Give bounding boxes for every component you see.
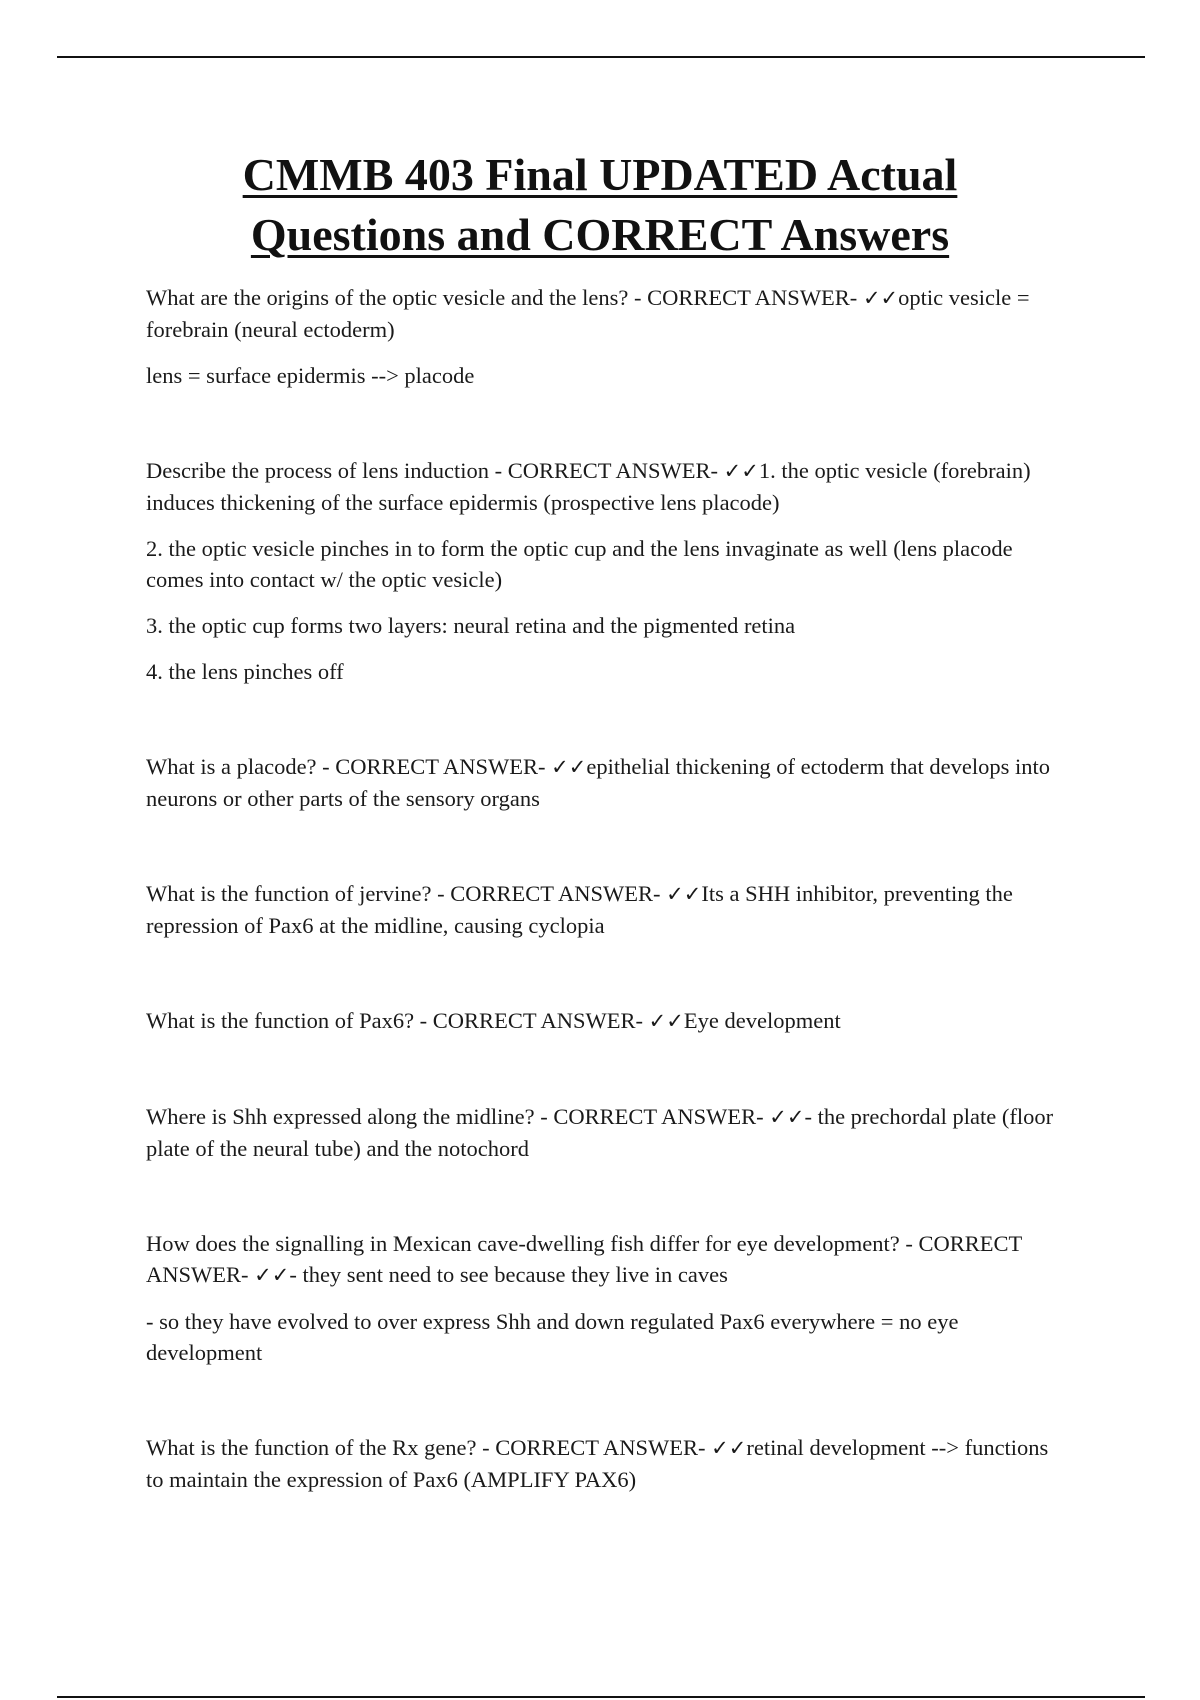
answer-paragraph: 3. the optic cup forms two layers: neural retina and the pigmented retina [146, 613, 796, 638]
answer-text: epithelial thickening of ectoderm that develops into neurons or other parts of the sensory organs [146, 754, 1050, 811]
double-check-icon: ✓✓ [254, 1263, 290, 1287]
question-text: What is the function of jervine? - CORRECT ANSWER- [146, 881, 667, 906]
question-paragraph [146, 878, 1066, 941]
qa-item [146, 1005, 1066, 1037]
answer-text: 1. the optic vesicle (forebrain) induces thickening of the surface epidermis (prospective lens placode) [146, 458, 1031, 515]
qa-item [146, 1432, 1066, 1495]
question-text: What is a placode? - CORRECT ANSWER- [146, 754, 552, 779]
answer-text: Eye development [683, 1008, 841, 1033]
double-check-icon: ✓✓ [648, 1009, 684, 1033]
qa-item [146, 1228, 1066, 1368]
double-check-icon: ✓✓ [862, 286, 899, 310]
question-text: What are the origins of the optic vesicle and the lens? - CORRECT ANSWER- [146, 285, 863, 310]
question-text: Where is Shh expressed along the midline? - CORRECT ANSWER- [146, 1104, 770, 1129]
top-rule [57, 56, 1145, 58]
double-check-icon: ✓✓ [711, 1436, 747, 1460]
qa-item [146, 751, 1066, 814]
question-text: Describe the process of lens induction - CORRECT ANSWER- [146, 458, 724, 483]
answer-text: Its a SHH inhibitor, preventing the repression of Pax6 at the midline, causing cyclopia [146, 881, 1013, 938]
question-paragraph [146, 1101, 1066, 1164]
qa-item [146, 1101, 1066, 1164]
answer-paragraph: - so they have evolved to over express Shh and down regulated Pax6 everywhere = no eye development [146, 1309, 959, 1365]
qa-item [146, 455, 1066, 687]
answer-text: optic vesicle = forebrain (neural ectoderm) [146, 285, 1030, 342]
answer-text: - they sent need to see because they live in caves [289, 1262, 728, 1287]
qa-item [146, 282, 1066, 391]
double-check-icon: ✓✓ [769, 1105, 805, 1129]
answer-text: - the prechordal plate (floor plate of the neural tube) and the notochord [146, 1104, 1054, 1161]
question-text: What is the function of Pax6? - CORRECT ANSWER- [146, 1008, 649, 1033]
double-check-icon: ✓✓ [666, 882, 702, 906]
question-text: How does the signalling in Mexican cave-dwelling fish differ for eye development? - CORRECT ANSWER- [146, 1231, 1022, 1287]
answer-paragraph: 2. the optic vesicle pinches in to form the optic cup and the lens invaginate as well (lens placode comes into contact w/ the optic vesicle) [146, 536, 1013, 592]
double-check-icon: ✓✓ [723, 459, 759, 483]
double-check-icon: ✓✓ [551, 755, 587, 779]
answer-paragraph: lens = surface epidermis --> placode [146, 363, 475, 388]
question-paragraph [146, 1005, 1066, 1037]
question-paragraph [146, 1228, 1066, 1291]
document-title: CMMB 403 Final UPDATED Actual Questions and CORRECT Answers [242, 149, 958, 260]
document-body [146, 282, 1066, 1510]
question-text: What is the function of the Rx gene? - CORRECT ANSWER- [146, 1435, 712, 1460]
question-paragraph [146, 751, 1066, 814]
answer-paragraph: 4. the lens pinches off [146, 659, 344, 684]
bottom-rule [57, 1696, 1145, 1698]
question-paragraph [146, 455, 1066, 518]
answer-text: retinal development --> functions to maintain the expression of Pax6 (AMPLIFY PAX6) [146, 1435, 1049, 1492]
question-paragraph [146, 282, 1066, 345]
qa-item [146, 878, 1066, 941]
question-paragraph [146, 1432, 1066, 1495]
